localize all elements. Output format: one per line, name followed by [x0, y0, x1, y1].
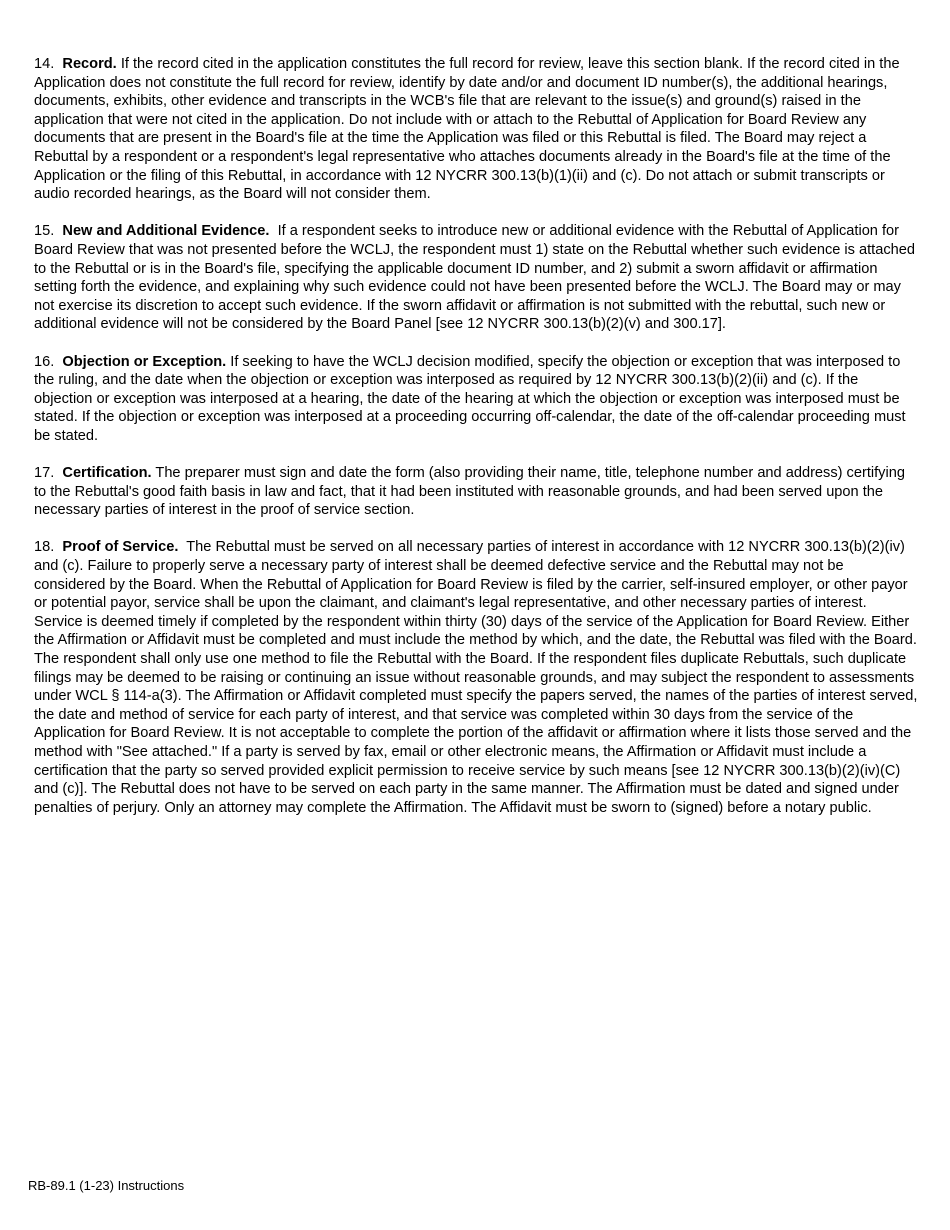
form-footer: RB-89.1 (1-23) Instructions — [28, 1178, 185, 1193]
section-body: If a respondent seeks to introduce new or additional evidence with the Rebuttal of Application for Board Review that was not presented before the WCLJ, the respondent must 1) state on the Rebuttal whether such evidence is attached to the Rebuttal or is in the Board's file, specifying the applicable document ID number, and 2) submit a sworn affidavit or affirmation setting forth the evidence, and explaining why such evidence could not have been presented before the WCLJ. The Board may or may not exercise its discretion to accept such evidence. If the sworn affidavit or affirmation is not submitted with the rebuttal, such new or additional evidence will not be considered by the Board Panel [see 12 NYCRR 300.13(b)(2)(v) and 300.17]. — [34, 223, 915, 333]
section-15-new-evidence — [34, 222, 918, 334]
section-body: The preparer must sign and date the form (also providing their name, title, telephone number and address) certifying to the Rebuttal's good faith basis in law and fact, that it had been instituted with reasonable grounds, and had been served upon the necessary parties of interest in the proof of service section. — [34, 465, 905, 519]
section-body: The Rebuttal must be served on all necessary parties of interest in accordance with 12 NYCRR 300.13(b)(2)(iv) and (c). Failure to properly serve a necessary party of interest shall be deemed defective service and the Rebuttal may not be considered by the Board. When the Rebuttal of Application for Board Review is filed by the carrier, self-insured employer, or other payor or potential payor, service shall be upon the claimant, and claimant's legal representative, and other necessary parties of interest. Service is deemed timely if completed by the respondent within thirty (30) days of the service of the Application for Board Review. Either the Affirmation or Affidavit must be completed and must include the method by which, and the date, the Rebuttal was filed with the Board. The respondent shall only use one method to file the Rebuttal with the Board. If the respondent files duplicate Rebuttals, such duplicate filings may be deemed to be raising or continuing an issue without reasonable grounds, and may subject the respondent to assessments under WCL § 114-a(3). The Affirmation or Affidavit completed must specify the papers served, the names of the parties of interest served, the date and method of service for each party of interest, and that service was completed within 30 days from the service of the Application for Board Review. It is not acceptable to complete the portion of the affidavit or affirmation where it lists those served and the method with "See attached." If a party is served by fax, email or other electronic means, the Affirmation or Affidavit must include a certification that the party so served provided explicit permission to receive service by such means [see 12 NYCRR 300.13(b)(2)(iv)(C) and (c)]. The Rebuttal does not have to be served on each party in the same manner. The Affirmation must be dated and signed under penalties of perjury. Only an attorney may complete the Affirmation. The Affidavit must be sworn to (signed) before a notary public. — [34, 539, 918, 816]
section-17-certification — [34, 464, 918, 520]
section-number: 14. — [34, 56, 55, 72]
section-number: 16. — [34, 353, 55, 370]
section-18-proof-of-service — [34, 538, 918, 817]
section-number: 17. — [34, 465, 55, 482]
section-body: If the record cited in the application constitutes the full record for review, leave this section blank. If the record cited in the Application does not constitute the full record for review, identify by date and/or and document ID number(s), the additional hearings, documents, exhibits, other evidence and transcripts in the WCB's file that are relevant to the issue(s) and ground(s) raised in the application that were not cited in the application. Do not include with or attach to the Rebuttal of Application for Board Review any documents that are present in the Board's file at the time the Application was filed or this Rebuttal is filed. The Board may reject a Rebuttal by a respondent or a respondent's legal representative who attaches documents already in the Board's file at the time of the Application or the filing of this Rebuttal, in accordance with 12 NYCRR 300.13(b)(1)(ii) and (c). Do not attach or submit transcripts or audio recorded hearings, as the Board will not consider them. — [34, 56, 900, 203]
section-number: 18. — [34, 539, 55, 556]
section-title: Record. — [62, 56, 117, 72]
section-title: Certification. — [62, 465, 152, 482]
instructions-content — [34, 55, 918, 836]
section-number: 15. — [34, 223, 55, 240]
section-title: Objection or Exception. — [62, 353, 227, 370]
section-title: New and Additional Evidence. — [62, 223, 270, 240]
section-14-record — [34, 55, 918, 204]
section-16-objection — [34, 353, 918, 446]
section-title: Proof of Service. — [62, 539, 179, 556]
section-body: If seeking to have the WCLJ decision modified, specify the objection or exception that was interposed to the ruling, and the date when the objection or exception was interposed as required by 12 NYCRR 300.13(b)(2)(ii) and (c). If the objection or exception was interposed at a hearing, the date of the hearing at which the objection or exception was interposed must be stated. If the objection or exception was interposed at a proceeding occurring off-calendar, the date of the off-calendar proceeding must be stated. — [34, 353, 906, 444]
